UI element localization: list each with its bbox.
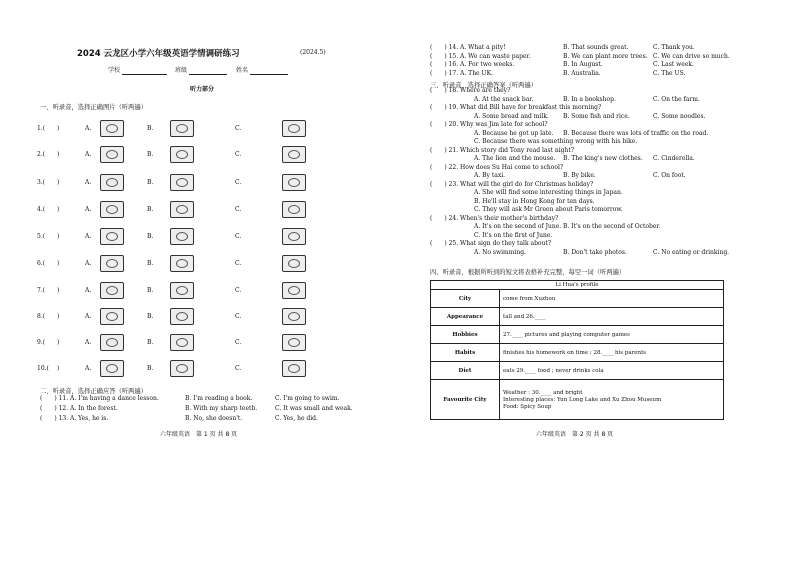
- item-close-paren: ): [57, 206, 60, 213]
- row-line: Weather : 30.____ and bright: [503, 389, 583, 396]
- option-c-label: C.: [235, 151, 242, 158]
- row-content: [500, 308, 724, 326]
- question-text: ( ) 23. What will the girl do for Christmas holiday?: [430, 180, 594, 188]
- section3-title: 三、听录音，选择正确答案（听两遍）: [430, 82, 538, 89]
- option-c-picture[interactable]: [282, 308, 306, 325]
- name-label: 姓名: [236, 67, 249, 74]
- question-text: ( ) 24. When's their mother's birthday?: [430, 214, 559, 222]
- option-b: B. Australia.: [563, 69, 601, 77]
- question-text: ( ) 11. A. I'm having a dance lesson.: [40, 395, 159, 402]
- answer-option: C. It's on the first of June.: [474, 231, 553, 239]
- item-close-paren: ): [57, 260, 60, 267]
- option-a-picture[interactable]: [100, 360, 124, 377]
- row-content: [500, 362, 724, 380]
- answer-option: A. Some bread and milk.: [474, 112, 549, 120]
- table-row: [431, 290, 724, 308]
- row-line: come from Xuzhou: [503, 295, 556, 302]
- option-a-picture[interactable]: [100, 255, 124, 272]
- question-text: ( ) 14. A. What a pity!: [430, 44, 506, 51]
- option-b: B. That sounds great.: [563, 44, 629, 51]
- question-text: ( ) 17. A. The UK.: [430, 69, 493, 77]
- option-b-picture[interactable]: [170, 255, 194, 272]
- option-a-picture[interactable]: [100, 282, 124, 299]
- row-line: Food: Spicy Soup: [503, 403, 552, 410]
- option-b-picture[interactable]: [170, 174, 194, 191]
- answer-option: C. They will ask Mr Green about Paris tomorrow.: [474, 206, 623, 213]
- item-number: 7.(: [37, 287, 46, 294]
- option-a-picture[interactable]: [100, 201, 124, 218]
- name-blank[interactable]: [250, 74, 288, 75]
- option-b-label: B.: [147, 179, 154, 186]
- option-c: C. I'm going to swim.: [275, 395, 340, 402]
- option-a-label: A.: [85, 125, 92, 132]
- item-number: 4.(: [37, 206, 46, 213]
- answer-option: C. Cinderella.: [653, 155, 695, 162]
- answer-option: C. On the farm.: [653, 95, 700, 103]
- option-b-picture[interactable]: [170, 201, 194, 218]
- option-a-label: A.: [85, 313, 92, 320]
- question-text: ( ) 15. A. We can waste paper.: [430, 52, 531, 60]
- option-a-picture[interactable]: [100, 308, 124, 325]
- item-number: 2.(: [37, 151, 46, 158]
- option-c-picture[interactable]: [282, 228, 306, 245]
- listening-part-heading: 听力部分: [190, 86, 215, 93]
- row-label: Appearance: [431, 308, 500, 326]
- item-close-paren: ): [57, 125, 60, 132]
- question-text: ( ) 25. What sign do they talk about?: [430, 240, 552, 247]
- option-b-label: B.: [147, 339, 154, 346]
- option-b: B. We can plant more trees.: [563, 52, 648, 60]
- option-a-label: A.: [85, 339, 92, 346]
- section2-title: 二、听录音，选择正确应答（听两遍）: [40, 388, 148, 395]
- option-c-picture[interactable]: [282, 174, 306, 191]
- school-blank[interactable]: [122, 74, 167, 75]
- table-row: [431, 380, 724, 420]
- item-close-paren: ): [57, 179, 60, 186]
- question-text: ( ) 20. Why was Jim late for school?: [430, 121, 548, 128]
- row-content: [500, 326, 724, 344]
- page1-footer: 六年级英语 第 1 页 共 8 页: [160, 431, 238, 438]
- section1-title: 一、听录音，选择正确图片（听两遍）: [40, 104, 148, 111]
- answer-option: C. No eating or drinking.: [653, 248, 730, 256]
- answer-option: C. Some noodles.: [653, 112, 706, 120]
- item-number: 3.(: [37, 179, 46, 186]
- option-b: B. In August.: [563, 61, 603, 68]
- question-text: ( ) 22. How does Su Hai come to school?: [430, 163, 564, 171]
- option-b-label: B.: [147, 233, 154, 240]
- table-row: [431, 308, 724, 326]
- option-b-picture[interactable]: [170, 334, 194, 351]
- answer-option: A. Because he got up late.: [474, 129, 554, 137]
- exam-title: 2024 云龙区小学六年级英语学情调研练习: [77, 49, 240, 59]
- section4-title: 四、听录音，根据所听到的短文将表格补充完整，每空一词（听两遍）: [430, 269, 626, 276]
- option-b-label: B.: [147, 287, 154, 294]
- item-close-paren: ): [57, 151, 60, 158]
- exam-date: (2024.5): [300, 49, 326, 56]
- option-b: B. I'm reading a book.: [185, 395, 253, 402]
- answer-option: C. Because there was something wrong with his bike.: [474, 138, 638, 145]
- option-a-label: A.: [85, 287, 92, 294]
- item-close-paren: ): [57, 365, 60, 372]
- item-number: 1.(: [37, 125, 46, 132]
- option-c-picture[interactable]: [282, 282, 306, 299]
- option-a-label: A.: [85, 260, 92, 267]
- row-content: [500, 344, 724, 362]
- class-blank[interactable]: [189, 74, 227, 75]
- item-number: 8.(: [37, 313, 46, 320]
- option-a-picture[interactable]: [100, 334, 124, 351]
- option-a-picture[interactable]: [100, 120, 124, 137]
- option-a-label: A.: [85, 206, 92, 213]
- option-c-label: C.: [235, 233, 242, 240]
- profile-table-title: Li Hua's profile: [431, 281, 724, 290]
- row-line: tall and 26.____: [503, 313, 546, 320]
- row-label: City: [431, 290, 500, 308]
- option-c-picture[interactable]: [282, 255, 306, 272]
- row-line: finishes his homework on time ; 28.____ his parents: [503, 349, 647, 356]
- option-a-label: A.: [85, 151, 92, 158]
- row-line: eats 29.____ food ; never drinks cola: [503, 367, 604, 374]
- option-a-picture[interactable]: [100, 146, 124, 163]
- option-c: C. We can drive so much.: [653, 52, 730, 60]
- answer-option: B. The king's new clothes.: [563, 155, 643, 162]
- table-row: [431, 362, 724, 380]
- option-b-picture[interactable]: [170, 282, 194, 299]
- question-text: ( ) 16. A. For two weeks.: [430, 61, 515, 68]
- answer-option: B. Because there was lots of traffic on the road.: [563, 129, 709, 137]
- option-b-picture[interactable]: [170, 228, 194, 245]
- page2-footer: 六年级英语 第 2 页 共 8 页: [536, 431, 614, 438]
- option-c-label: C.: [235, 260, 242, 267]
- option-c-picture[interactable]: [282, 120, 306, 137]
- option-a-label: A.: [85, 179, 92, 186]
- option-a-picture[interactable]: [100, 228, 124, 245]
- question-text: ( ) 13. A. Yes, he is.: [40, 415, 109, 422]
- answer-option: A. By taxi.: [474, 172, 506, 179]
- item-number: 10.(: [37, 365, 49, 372]
- option-b: B. With my sharp teeth.: [185, 405, 258, 412]
- item-close-paren: ): [57, 287, 60, 294]
- option-b-label: B.: [147, 313, 154, 320]
- option-c-picture[interactable]: [282, 360, 306, 377]
- option-a-label: A.: [85, 233, 92, 240]
- option-c: C. The US.: [653, 69, 686, 77]
- question-text: ( ) 18. Where are they?: [430, 87, 511, 94]
- profile-table: [430, 280, 724, 420]
- item-number: 9.(: [37, 339, 46, 346]
- row-content: [500, 380, 724, 420]
- answer-option: B. It's on the second of October.: [563, 223, 661, 230]
- option-b-label: B.: [147, 206, 154, 213]
- row-line: 27.____ pictures and playing computer games: [503, 331, 630, 338]
- row-label: Habits: [431, 344, 500, 362]
- question-text: ( ) 12. A. In the forest.: [40, 405, 118, 412]
- option-c-label: C.: [235, 206, 242, 213]
- row-label: Favourite City: [431, 380, 500, 420]
- answer-option: A. The lion and the mouse.: [474, 155, 556, 162]
- option-c-label: C.: [235, 365, 242, 372]
- option-b-label: B.: [147, 151, 154, 158]
- row-label: Hobbies: [431, 326, 500, 344]
- option-b-picture[interactable]: [170, 308, 194, 325]
- option-c-label: C.: [235, 339, 242, 346]
- option-c: C. Yes, he did.: [275, 415, 318, 422]
- option-b-picture[interactable]: [170, 146, 194, 163]
- option-c-label: C.: [235, 287, 242, 294]
- option-b-picture[interactable]: [170, 120, 194, 137]
- option-c: C. Last week.: [653, 61, 694, 68]
- item-close-paren: ): [57, 339, 60, 346]
- option-c-label: C.: [235, 179, 242, 186]
- option-a-picture[interactable]: [100, 174, 124, 191]
- option-b-label: B.: [147, 365, 154, 372]
- table-row: [431, 326, 724, 344]
- option-c: C. Thank you.: [653, 44, 695, 51]
- answer-option: B. Some fish and rice.: [563, 112, 630, 120]
- option-c: C. It was small and weak.: [275, 405, 353, 412]
- answer-option: B. By bike.: [563, 172, 596, 179]
- answer-option: A. It's on the second of June.: [474, 223, 562, 230]
- answer-option: B. In a bookshop.: [563, 95, 616, 103]
- option-b-picture[interactable]: [170, 360, 194, 377]
- row-content: [500, 290, 724, 308]
- option-c-label: C.: [235, 313, 242, 320]
- option-a-label: A.: [85, 365, 92, 372]
- answer-option: A. She will find some interesting things in Japan.: [474, 189, 623, 196]
- class-label: 班级: [175, 67, 188, 74]
- answer-option: A. No swimming.: [474, 248, 526, 256]
- answer-option: B. Don't take photos.: [563, 248, 627, 256]
- option-b-label: B.: [147, 260, 154, 267]
- row-label: Diet: [431, 362, 500, 380]
- option-b: B. No, she doesn't.: [185, 415, 243, 422]
- question-text: ( ) 21. Which story did Tony read last night?: [430, 146, 574, 154]
- option-c-picture[interactable]: [282, 201, 306, 218]
- option-c-picture[interactable]: [282, 146, 306, 163]
- item-close-paren: ): [57, 313, 60, 320]
- answer-option: A. At the snack bar.: [474, 95, 534, 103]
- question-text: ( ) 19. What did Bill have for breakfast this morning?: [430, 104, 602, 111]
- table-row: [431, 344, 724, 362]
- school-label: 学校: [108, 67, 121, 74]
- row-line: Interesting places: Yun Long Lake and Xu Zhou Museum: [503, 396, 662, 403]
- answer-option: C. On foot.: [653, 172, 686, 179]
- answer-option: B. He'll stay in Hong Kong for ten days.: [474, 197, 595, 205]
- item-number: 6.(: [37, 260, 46, 267]
- item-number: 5.(: [37, 233, 46, 240]
- option-c-picture[interactable]: [282, 334, 306, 351]
- option-b-label: B.: [147, 125, 154, 132]
- option-c-label: C.: [235, 125, 242, 132]
- item-close-paren: ): [57, 233, 60, 240]
